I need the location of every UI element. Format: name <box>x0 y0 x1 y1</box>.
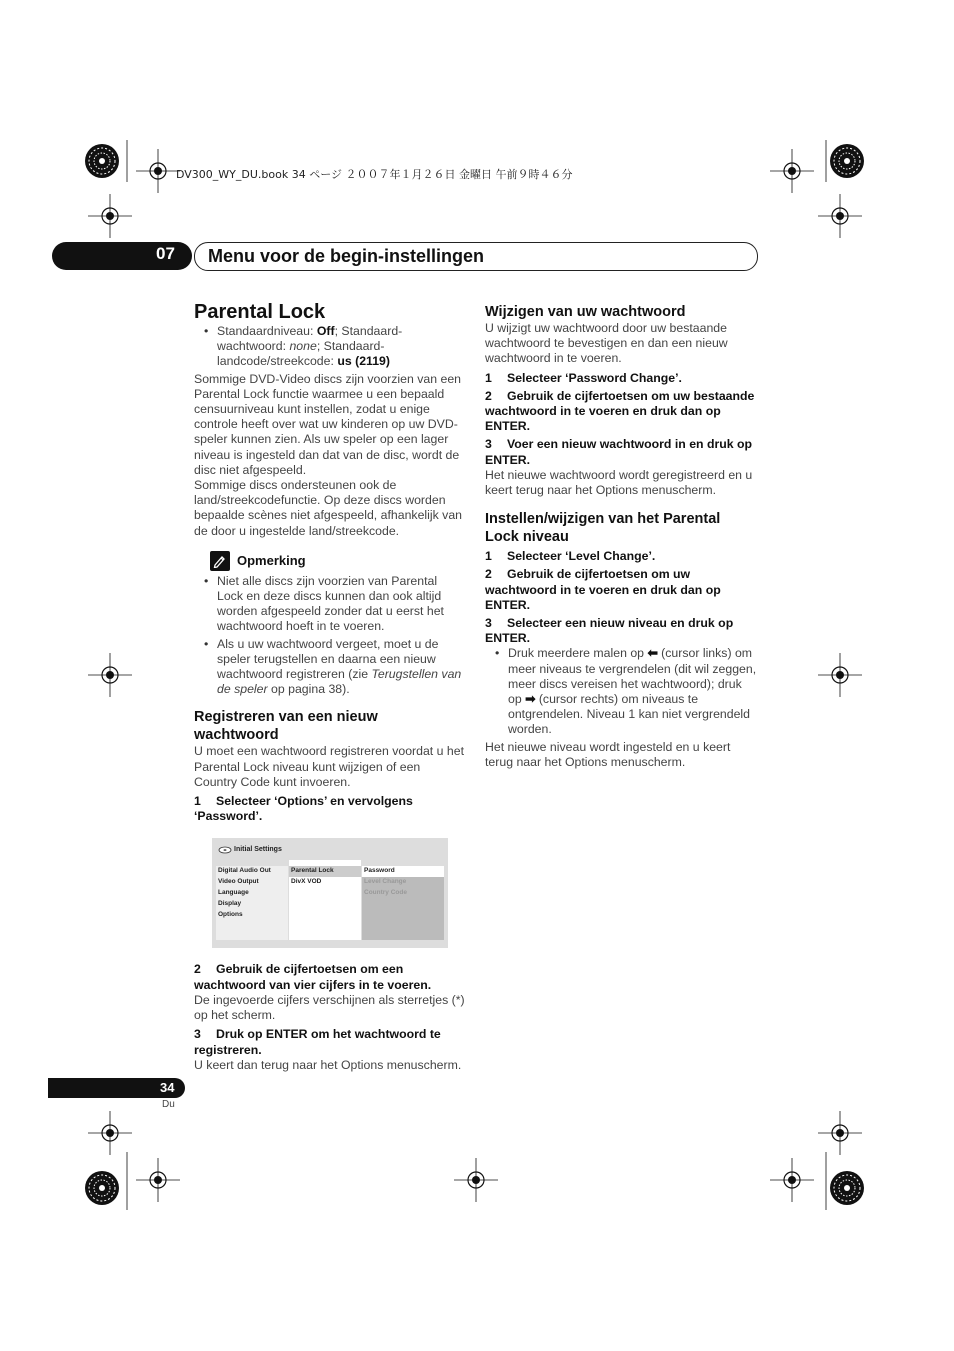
note2-text-a: Als u uw wachtwoord vergeet, moet u de speler terugstellen en daarna een nieuw wachtwoord registreren (zie <box>217 636 439 682</box>
note-bullet-1: • Niet alle discs zijn voorzien van Parental Lock en deze discs kunnen dan ook altijd worden afgespeeld zonder dat u eerst het wachtwoord hoeft in te voeren. <box>194 574 466 635</box>
step-number: 1 <box>485 370 492 385</box>
note2-text-b: op pagina 38). <box>267 682 350 697</box>
level-bullet <box>485 646 757 737</box>
step-text: Selecteer ‘Password Change’. <box>507 370 682 385</box>
cursor-right-icon: ➡ <box>525 692 536 707</box>
register-step-2-desc: De ingevoerde cijfers verschijnen als sterretjes (*) op het scherm. <box>194 992 465 1023</box>
register-step-1 <box>194 794 466 824</box>
level-heading: Instellen/wijzigen van het Parental Lock niveau <box>485 511 721 546</box>
step-number: 2 <box>485 567 492 582</box>
step-text: Selecteer een nieuw niveau en druk op ENTER. <box>485 616 734 646</box>
screen-menu-options <box>289 860 361 940</box>
menu-item-display[interactable]: Display <box>218 899 242 907</box>
step-text: Gebruik de cijfertoetsen om uw wachtwoord in te voeren en druk dan op ENTER. <box>485 567 721 612</box>
defaults-text-3: ; Standaard-landcode/streekcode: <box>217 339 385 369</box>
step-text: Selecteer ‘Options’ en vervolgens ‘Password’. <box>194 794 413 824</box>
default-country-code: us (2119) <box>337 354 390 369</box>
page-number: 34 <box>160 1080 175 1095</box>
defaults-bullet <box>194 324 466 370</box>
menu-item-divx-vod[interactable]: DivX VOD <box>291 878 322 886</box>
register-step-2 <box>194 962 466 992</box>
change-password-paragraph: U wijzigt uw wachtwoord door uw bestaande wachtwoord te bevestigen en dan een nieuw wachtwoord in te voeren. <box>485 321 728 366</box>
step-number: 2 <box>485 388 492 403</box>
chapter-number: 07 <box>156 244 175 263</box>
screen-menu-main <box>216 866 288 940</box>
menu-item-video-output[interactable]: Video Output <box>218 878 259 886</box>
menu-item-password[interactable]: Password <box>362 866 444 877</box>
right-column <box>485 303 757 770</box>
menu-item-digital-audio-out[interactable]: Digital Audio Out <box>218 867 271 875</box>
level-final-paragraph: Het nieuwe niveau wordt ingesteld en u keert terug naar het Options menuscherm. <box>485 739 731 769</box>
default-password: none <box>289 339 317 354</box>
step-text: Druk op ENTER om het wachtwoord te registreren. <box>194 1027 441 1057</box>
intro-paragraph: Sommige DVD-Video discs zijn voorzien van een Parental Lock functie waarmee u een bepaald censuurniveau kunt instellen, zodat u enige controle heeft over wat uw kinderen op uw DVD-speler kunnen zien. Als uw speler op een lager niveau is ingesteld dan dat van de disc, wordt de disc niet afgespeeld. <box>194 371 462 477</box>
cursor-left-icon: ⬅ <box>647 646 658 661</box>
step-number: 3 <box>194 1027 201 1042</box>
note-bullet-2 <box>194 637 466 698</box>
note2-link-ref: Terugstellen van de speler <box>217 667 462 697</box>
menu-item-options[interactable]: Options <box>218 910 243 918</box>
menu-item-language[interactable]: Language <box>218 889 249 897</box>
level-step-3 <box>485 616 757 646</box>
defaults-text-2: ; Standaard-wachtwoord: <box>217 324 403 354</box>
change-password-heading: Wijzigen van uw wachtwoord <box>485 304 686 320</box>
defaults-text-1: Standaardniveau: <box>217 324 317 338</box>
step-number: 1 <box>485 549 492 564</box>
change-step-2 <box>485 389 757 435</box>
register-heading: Registreren van een nieuw wachtwoord <box>194 709 378 744</box>
note-header <box>210 551 466 571</box>
menu-item-country-code: Country Code <box>364 889 407 897</box>
step-number: 1 <box>194 794 201 809</box>
print-header: DV300_WY_DU.book 34 ページ ２００７年１月２６日 金曜日 午前９時４６分 <box>176 168 573 181</box>
level-step-1 <box>485 549 757 564</box>
menu-item-level-change: Level Change <box>364 878 407 886</box>
left-column <box>194 300 466 1073</box>
initial-settings-screen <box>212 838 448 948</box>
menu-item-parental-lock[interactable]: Parental Lock <box>289 866 361 877</box>
disc-icon <box>218 846 232 854</box>
pencil-note-icon <box>210 551 230 571</box>
chapter-title: Menu voor de begin-instellingen <box>208 246 485 266</box>
step-text: Gebruik de cijfertoetsen om uw bestaande wachtwoord in te voeren en druk dan op ENTER. <box>485 388 755 434</box>
level-step-2 <box>485 567 757 613</box>
bullet-text-c: (cursor rechts) om niveaus te ontgrendelen. Niveau 1 kan niet vergrendeld worden. <box>508 692 751 737</box>
page-language: Du <box>162 1099 175 1110</box>
section-title: Parental Lock <box>194 301 326 323</box>
step-text: Gebruik de cijfertoetsen om een wachtwoord van vier cijfers in te voeren. <box>194 962 432 992</box>
step-number: 3 <box>485 616 492 631</box>
country-paragraph: Sommige discs ondersteunen ook de land/streekcodefunctie. Op deze discs worden bepaalde scènes niet afgespeeld, afhankelijk van de door u ingestelde land/streekcode. <box>194 478 462 538</box>
bullet-text-b: (cursor links) om meer niveaus te vergrendelen (dit wil zeggen, meer discs vereisen het wachtwoord); druk op <box>508 646 757 707</box>
change-step-3 <box>485 437 757 467</box>
bullet-text-a: Druk meerdere malen op <box>508 646 648 661</box>
screen-title-text: Initial Settings <box>234 846 282 854</box>
step-text: Voer een nieuw wachtwoord in en druk op ENTER. <box>485 437 753 467</box>
default-level: Off <box>316 324 335 338</box>
step-text: Selecteer ‘Level Change’. <box>507 549 656 564</box>
change-step-1 <box>485 371 757 386</box>
register-step-3-desc: U keert dan terug naar het Options menuscherm. <box>194 1057 462 1072</box>
register-paragraph: U moet een wachtwoord registreren voordat u het Parental Lock niveau kunt wijzigen of een Country Code kunt invoeren. <box>194 744 464 789</box>
step-number: 3 <box>485 437 492 452</box>
change-step-3-desc: Het nieuwe wachtwoord wordt geregistreerd en u keert terug naar het Options menuscherm. <box>485 467 753 498</box>
screen-title <box>218 842 282 857</box>
register-step-3 <box>194 1027 466 1057</box>
step-number: 2 <box>194 962 201 977</box>
note-label: Opmerking <box>237 553 306 569</box>
screen-menu-parental <box>362 866 444 940</box>
